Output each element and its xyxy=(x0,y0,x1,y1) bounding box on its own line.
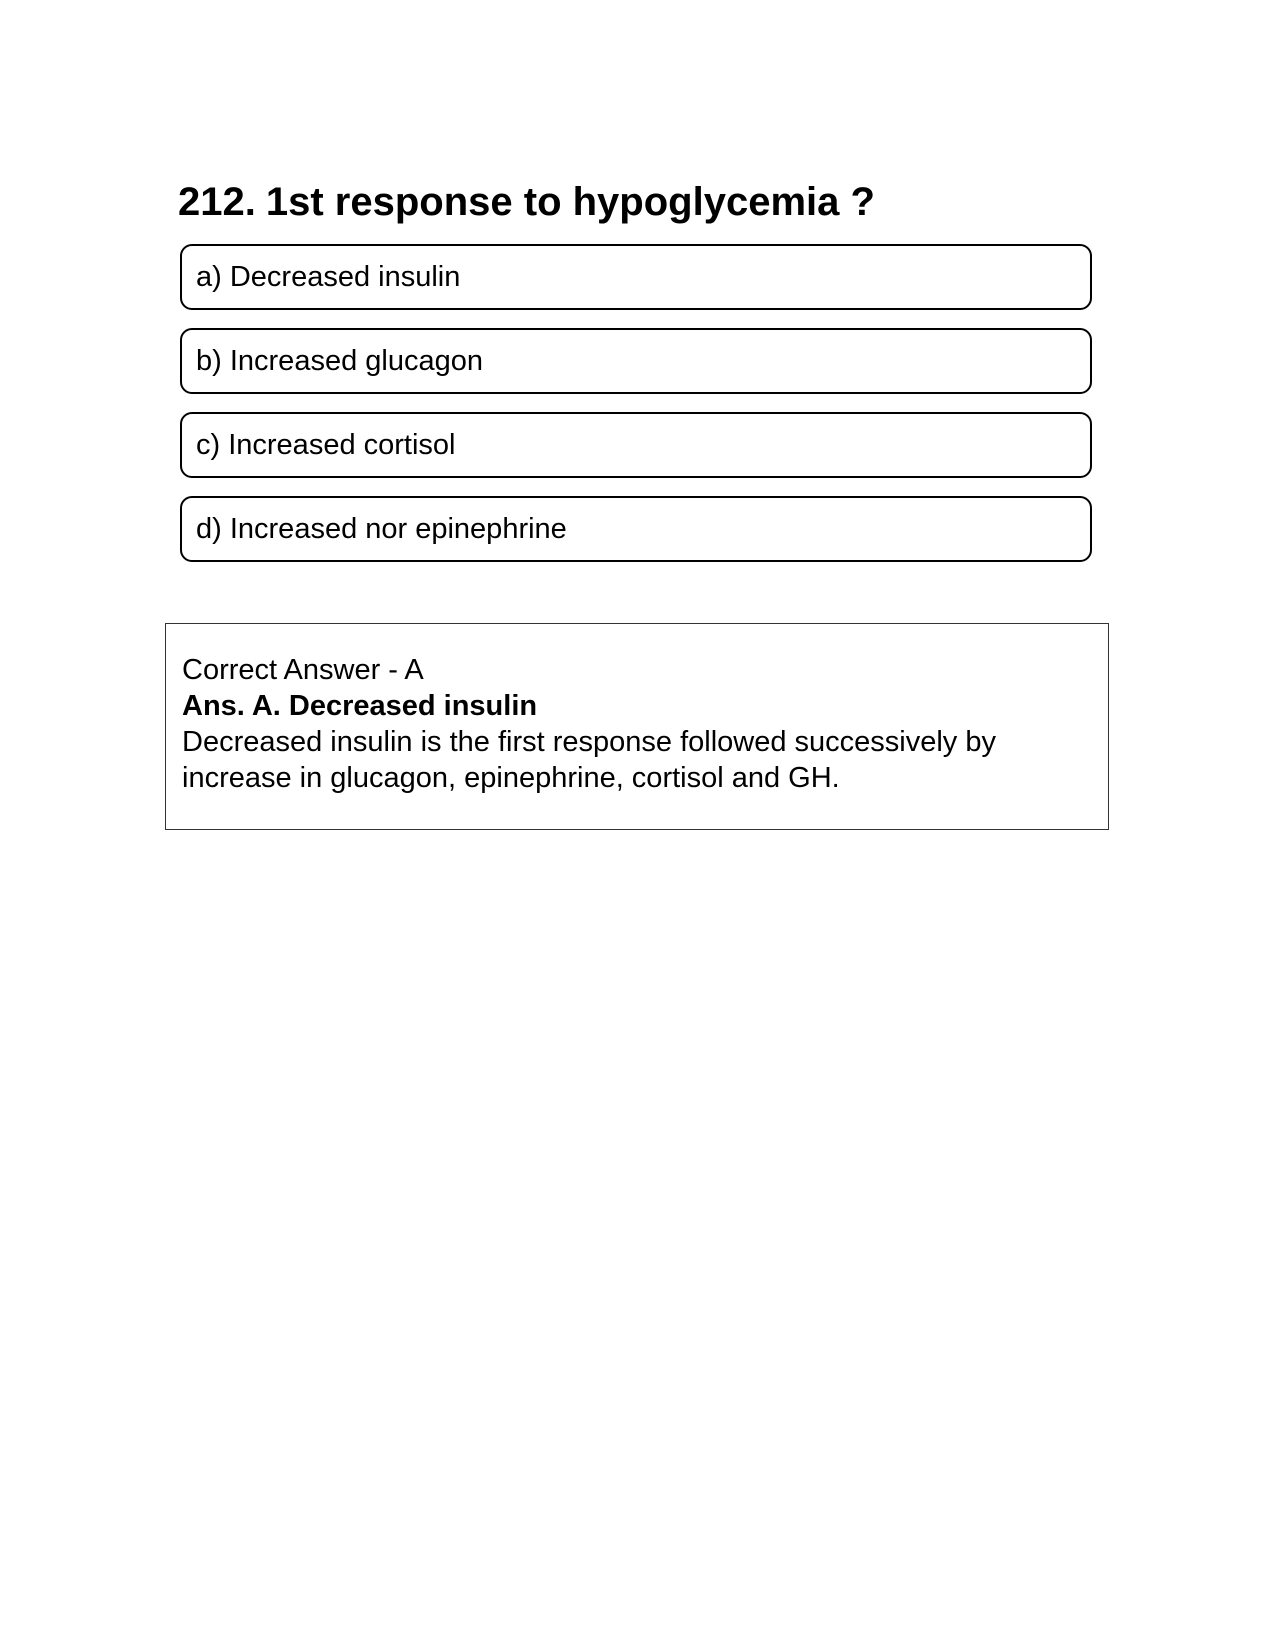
option-b[interactable]: b) Increased glucagon xyxy=(180,328,1092,394)
correct-answer-line: Correct Answer - A xyxy=(182,654,424,686)
answer-heading: Ans. A. Decreased insulin xyxy=(182,690,538,722)
question-text: 1st response to hypoglycemia ? xyxy=(265,180,875,224)
option-d[interactable]: d) Increased nor epinephrine xyxy=(180,496,1092,562)
question-number: 212. xyxy=(178,180,256,224)
option-c[interactable]: c) Increased cortisol xyxy=(180,412,1092,478)
answer-explanation: Decreased insulin is the first response followed successively by increase in glucagon, epinephrine, cortisol and GH. xyxy=(182,726,996,794)
answer-box xyxy=(165,623,1109,830)
option-a[interactable]: a) Decreased insulin xyxy=(180,244,1092,310)
question-title xyxy=(178,176,875,228)
